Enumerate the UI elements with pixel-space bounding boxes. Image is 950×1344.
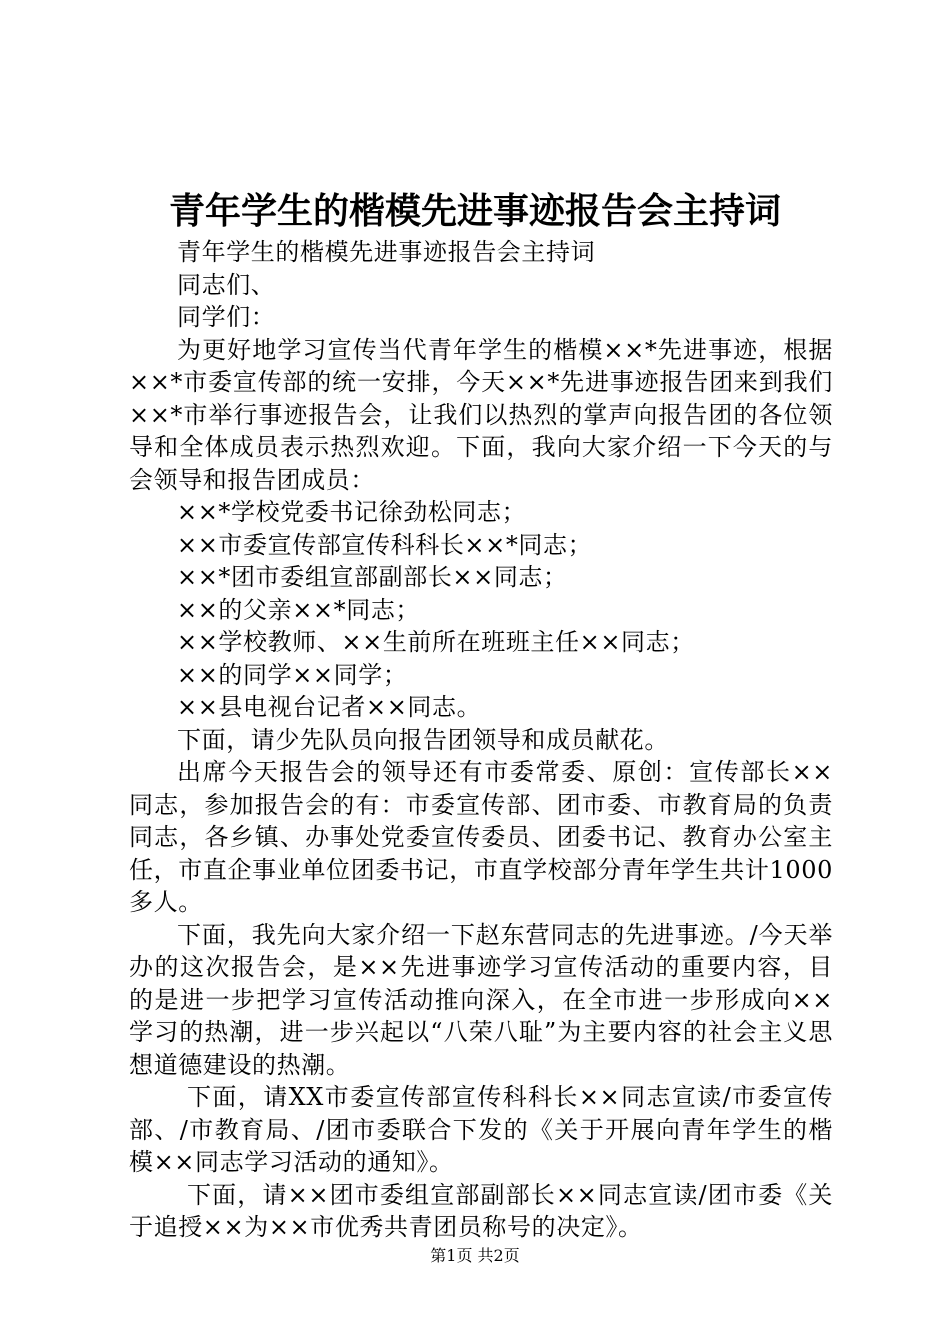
paragraph-member: ××的父亲××*同志； — [177, 595, 421, 624]
paragraph-member: ××的同学××同学； — [177, 660, 408, 689]
page-footer: 第1页 共2页 — [430, 1246, 520, 1265]
paragraph-member: ××*学校党委书记徐劲松同志； — [177, 498, 527, 526]
paragraph-salutation-1: 同志们、 — [177, 270, 276, 299]
paragraph-decision: 下面，请××团市委组宣部副部长××同志宣读/团市委《关于追授××为××市优秀共青团员称号的决定》。 — [129, 1180, 833, 1241]
paragraph-attendees: 出席今天报告会的领导还有市委常委、原创：宣传部长××同志，参加报告会的有：市委宣传部、团市委、市教育局的负责同志，各乡镇、办事处党委宣传委员、团委书记、教育办公室主任，市直企事业单位团委书记，市直学校部分青年学生共计1000多人。 — [129, 758, 833, 916]
paragraph-intro: 为更好地学习宣传当代青年学生的楷模××*先进事迹，根据××*市委宣传部的统一安排，今天××*先进事迹报告团来到我们××*市举行事迹报告会，让我们以热烈的掌声向报告团的各位领导和全体成员表示热烈欢迎。下面，我向大家介绍一下今天的与会领导和报告团成员： — [129, 335, 833, 494]
paragraph-notice: 下面，请XX市委宣传部宣传科科长××同志宣读/市委宣传部、/市教育局、/团市委联合下发的《关于开展向青年学生的楷模××同志学习活动的通知》。 — [129, 1083, 833, 1176]
paragraph-member: ××*团市委组宣部副部长××同志； — [177, 563, 568, 591]
paragraph-member: ××县电视台记者××同志。 — [177, 693, 482, 721]
document-body — [129, 236, 833, 1244]
document-title: 青年学生的楷模先进事迹报告会主持词 — [168, 190, 781, 232]
paragraph-purpose: 下面，我先向大家介绍一下赵东营同志的先进事迹。/今天举办的这次报告会，是××先进事迹学习宣传活动的重要内容，目的是进一步把学习宣传活动推向深入，在全市进一步形成向××学习的热潮，进一步兴起以“八荣八耻”为主要内容的社会主义思想道德建设的热潮。 — [129, 920, 833, 1079]
paragraph-member: ××市委宣传部宣传科科长××*同志； — [177, 530, 593, 559]
paragraph-subtitle: 青年学生的楷模先进事迹报告会主持词 — [177, 238, 596, 266]
paragraph-salutation-2: 同学们： — [177, 303, 276, 331]
paragraph-member: ××学校教师、××生前所在班班主任××同志； — [177, 628, 695, 656]
paragraph-flowers: 下面，请少先队员向报告团领导和成员献花。 — [177, 725, 669, 754]
